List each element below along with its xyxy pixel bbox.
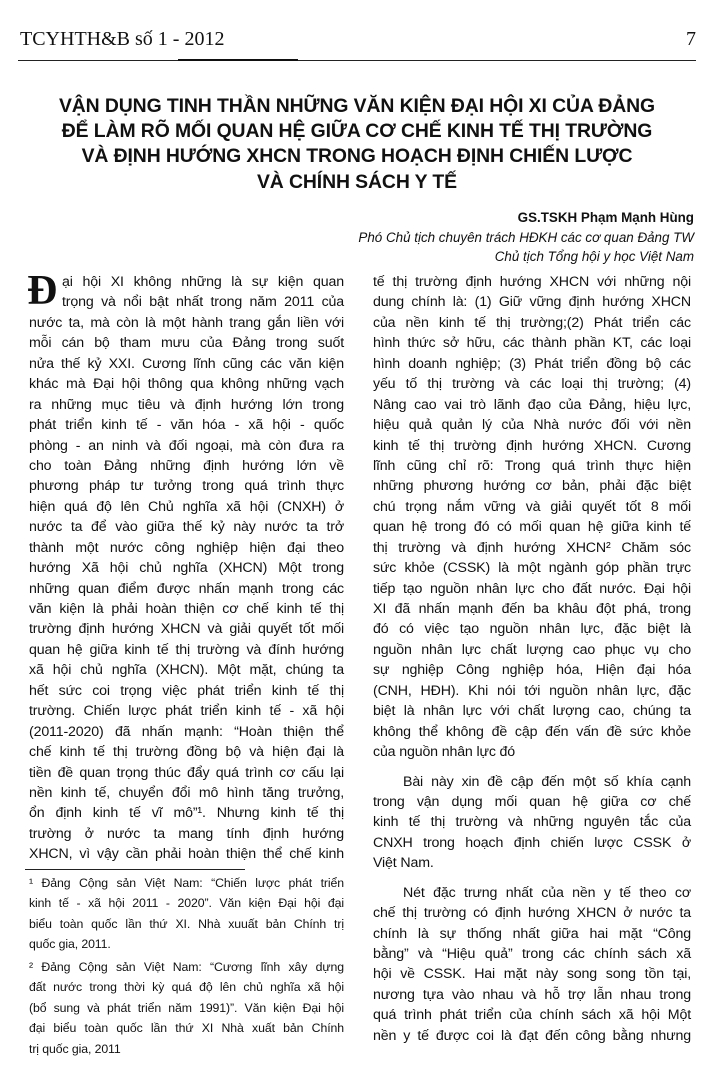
paragraph — [27, 268, 344, 865]
text-line: sức khỏe (CSSK) là một ngành góp phần trực — [373, 560, 691, 577]
text-line: quan hệ trong đó có mối quan hệ giữa kinh tế — [373, 519, 691, 536]
text-line: Nét đặc trưng nhất của nền y tế theo cơ — [403, 884, 691, 901]
text-line: nguồn nhân lực chất lượng cao phục vụ cho — [373, 641, 691, 658]
footnote-line: (bổ sung và phát triển năm 1991)”. Văn kiện Đại hội — [29, 1000, 344, 1015]
footnote-line: quốc gia, 2011. — [29, 937, 111, 952]
text-line: yếu tố thị trường và các loại thị trường; (4) — [373, 376, 691, 393]
text-line: không thể không đề cập đến vấn đề sức khỏe — [373, 723, 691, 740]
text-line: hết sức coi trọng việc phát triển kinh tế thị — [29, 682, 344, 699]
footnote-line: biểu toàn quốc lần thứ XI. Nhà xuuất bản Chính trị — [29, 916, 344, 931]
paragraph — [373, 272, 691, 763]
text-line: kinh tế thị trường và những nguyên tắc của — [373, 814, 691, 831]
text-line: chế thị trường có định hướng XHCN ở nước ta — [373, 905, 691, 922]
text-line: tiền đề quan trọng thúc đẩy quá trình cơ cấu lại — [29, 764, 344, 781]
text-line: nửa thế kỷ XXI. Cương lĩnh cũng các văn kiện — [29, 355, 344, 372]
text-line: hiện quá độ lên Chủ nghĩa xã hội (CNXH) ở — [29, 498, 344, 515]
text-line: XI đã nhấn mạnh đến ba khâu đột phá, trong — [373, 601, 691, 617]
text-line: tế thị trường định hướng XHCN với những nội — [373, 274, 691, 290]
page-number: 7 — [686, 28, 696, 50]
paragraph — [373, 883, 691, 1047]
footnote-2 — [29, 957, 344, 1059]
text-line: của nguồn nhân lực đó — [373, 744, 516, 761]
article-title — [0, 94, 714, 195]
text-line: hướng Xã hội chủ nghĩa (XHCN) Một trong — [29, 560, 344, 577]
text-line: phát triển kinh tế - văn hóa - xã hội - quốc — [29, 417, 344, 434]
footnote-line: đại biểu toàn quốc lần thứ XI Nhà xuất bản Chính — [29, 1021, 344, 1036]
footnote-rule — [25, 869, 245, 870]
body-column-left — [27, 268, 344, 874]
text-line: cho toàn Đảng những định hướng lớn về — [29, 457, 344, 474]
text-line: những quan điểm được nhấn mạnh trong các — [29, 580, 344, 597]
text-line: hiệu quả quản lý của Nhà nước đối với nền — [373, 417, 691, 434]
author-block — [358, 208, 694, 267]
text-line: ại hội XI không những là sự kiện quan — [62, 274, 344, 290]
footnote-line: ¹ Đảng Cộng sản Việt Nam: “Chiến lược phát triển — [29, 876, 344, 890]
text-line: phòng - an ninh và đối ngoại, mà còn đưa ra — [29, 437, 344, 454]
text-line: trường ở nước ta mang tính định hướng — [29, 825, 344, 842]
title-line: ĐỂ LÀM RÕ MỐI QUAN HỆ GIỮA CƠ CHẾ KINH TẾ THỊ TRƯỜNG — [61, 120, 653, 143]
text-line: dung chính là: (1) Giữ vững định hướng XHCN — [373, 294, 691, 311]
running-header — [20, 28, 696, 54]
text-line: hội về CSSK. Hai mặt này song song tồn tại, — [373, 966, 691, 983]
text-line: nền kinh tế, chuyển đổi mô hình tăng trưởng, — [29, 784, 344, 801]
text-line: chế kinh tế thị trường đồng bộ và hiện đại là — [29, 744, 344, 761]
text-line: những phương hướng cơ bản, phải đặc biệt — [373, 478, 691, 495]
text-line: đó có việc tạo nguồn nhân lực, đặc biệt là — [373, 621, 691, 638]
text-line: kinh tế thị trường định hướng XHCN. Cương — [373, 437, 691, 454]
text-line: CNXH trong hoạch định chiến lược CSSK ở — [373, 834, 691, 851]
text-line: Nâng cao vai trò lãnh đạo của Đảng, hiệu lực, — [373, 396, 691, 413]
title-line: VẬN DỤNG TINH THẦN NHỮNG VĂN KIỆN ĐẠI HỘI XI CỦA ĐẢNG — [58, 95, 656, 117]
text-line: trường định hướng XHCN và giải quyết tốt mối — [29, 621, 344, 638]
text-line: hình doanh nghiệp; (3) Phát triển đồng bộ các — [373, 355, 691, 372]
paragraph — [373, 772, 691, 874]
author-affiliation: Chủ tịch Tổng hội y học Việt Nam — [494, 249, 694, 264]
drop-cap: Đ — [27, 268, 58, 314]
text-line: nền y tế được coi là đạt đến công bằng nhưng — [373, 1027, 691, 1044]
text-line: xã hội chủ nghĩa (XHCN). Một mặt, chúng ta — [29, 662, 344, 679]
footnote-line: trị quốc gia, 2011 — [29, 1041, 121, 1056]
text-line: nước ta để vào giữa thế kỷ này nước ta trở — [29, 519, 344, 536]
text-line: chính là sự thống nhất giữa hai mặt “Công — [373, 925, 691, 942]
text-line: bằng” và “Hiệu quả” trong các chính sách xã — [373, 946, 691, 962]
text-line: (2011-2020) đã nhấn mạnh: “Hoàn thiện thể — [29, 723, 344, 740]
author-affiliation: Phó Chủ tịch chuyên trách HĐKH các cơ quan Đảng TW — [358, 229, 694, 245]
text-line: trường. Chiến lược phát triển kinh tế - xã hội — [29, 703, 344, 720]
title-line: VÀ ĐỊNH HƯỚNG XHCN TRONG HOẠCH ĐỊNH CHIẾN LƯỢC — [81, 145, 633, 168]
footnote-line: đất nước trong thời kỳ quá độ lên chủ nghĩa xã hội — [29, 980, 344, 995]
text-line: phương pháp tư tưởng trong quá trình thực — [29, 478, 344, 495]
text-line: quá trình phát triển của chính sách xã hội Một — [373, 1007, 691, 1024]
text-line: sự nghiệp Công nghiệp hóa, Hiện đại hóa — [373, 662, 691, 679]
text-line: XHCN, vì vậy cần phải hoàn thiện thể chế kinh — [29, 846, 344, 863]
text-line: (CNH, HĐH). Khi nói tới nguồn nhân lực, đặc — [373, 682, 691, 699]
text-line: khác mà Đại hội thông qua không những vạch — [29, 376, 344, 393]
header-rule — [18, 60, 696, 61]
footnote-line: ² Đảng Cộng sản Việt Nam: “Cương lĩnh xây dựng — [29, 960, 344, 974]
author-name: GS.TSKH Phạm Mạnh Hùng — [517, 210, 694, 225]
text-line: nương tựa vào nhau và hỗ trợ lẫn nhau trong — [373, 986, 691, 1003]
text-line: thành một nước công nghiệp hiện đại theo — [29, 539, 344, 556]
title-line: VÀ CHÍNH SÁCH Y TẾ — [256, 170, 458, 193]
text-line: trong vận dụng mối quan hệ giữa cơ chế — [373, 793, 691, 810]
text-line: Việt Nam. — [373, 855, 434, 872]
text-line: ra những mục tiêu và định hướng lớn trong — [29, 396, 344, 413]
text-line: quan hệ giữa kinh tế thị trường và đính hướng — [29, 641, 344, 658]
text-line: nước ta, mà còn là một hành trang gắn liền với — [29, 314, 344, 331]
text-line: lĩnh cũng chỉ rõ: Trong quá trình thực hiện — [373, 457, 691, 474]
text-line: biệt là nhân lực với chất lượng cao, chúng ta — [373, 703, 691, 720]
text-line: thị trường và định hướng XHCN² Chăm sóc — [373, 539, 691, 556]
body-column-right — [373, 272, 691, 1055]
text-line: tiếp tạo nguồn nhân lực cho đất nước. Đại hội — [373, 580, 691, 597]
text-line: hình thức sở hữu, các thành phần KT, các loại — [373, 335, 691, 352]
text-line: văn kiện là phải hoàn thiện cơ chế kinh tế thị — [29, 601, 344, 617]
text-line: Bài này xin đề cập đến một số khía cạnh — [403, 773, 691, 790]
text-line: mỗi cán bộ tham mưu của Đảng trong suốt — [29, 335, 344, 352]
text-line: trọng và nổi bật nhất trong năm 2011 của — [62, 294, 344, 311]
journal-issue: TCYHTH&B số 1 - 2012 — [20, 28, 225, 50]
text-line: chú trọng nắm vững và giải quyết tốt 8 mối — [373, 498, 691, 515]
footnote-1 — [29, 873, 344, 955]
footnote-line: kinh tế - xã hội 2011 - 2020”. Văn kiện Đại hội đại — [29, 896, 344, 911]
text-line: ổn định kinh tế vĩ mô”¹. Nhưng kinh tế thị — [29, 805, 344, 822]
text-line: của nền kinh tế thị trường;(2) Phát triển các — [373, 314, 691, 331]
header-rule-accent — [178, 59, 298, 61]
